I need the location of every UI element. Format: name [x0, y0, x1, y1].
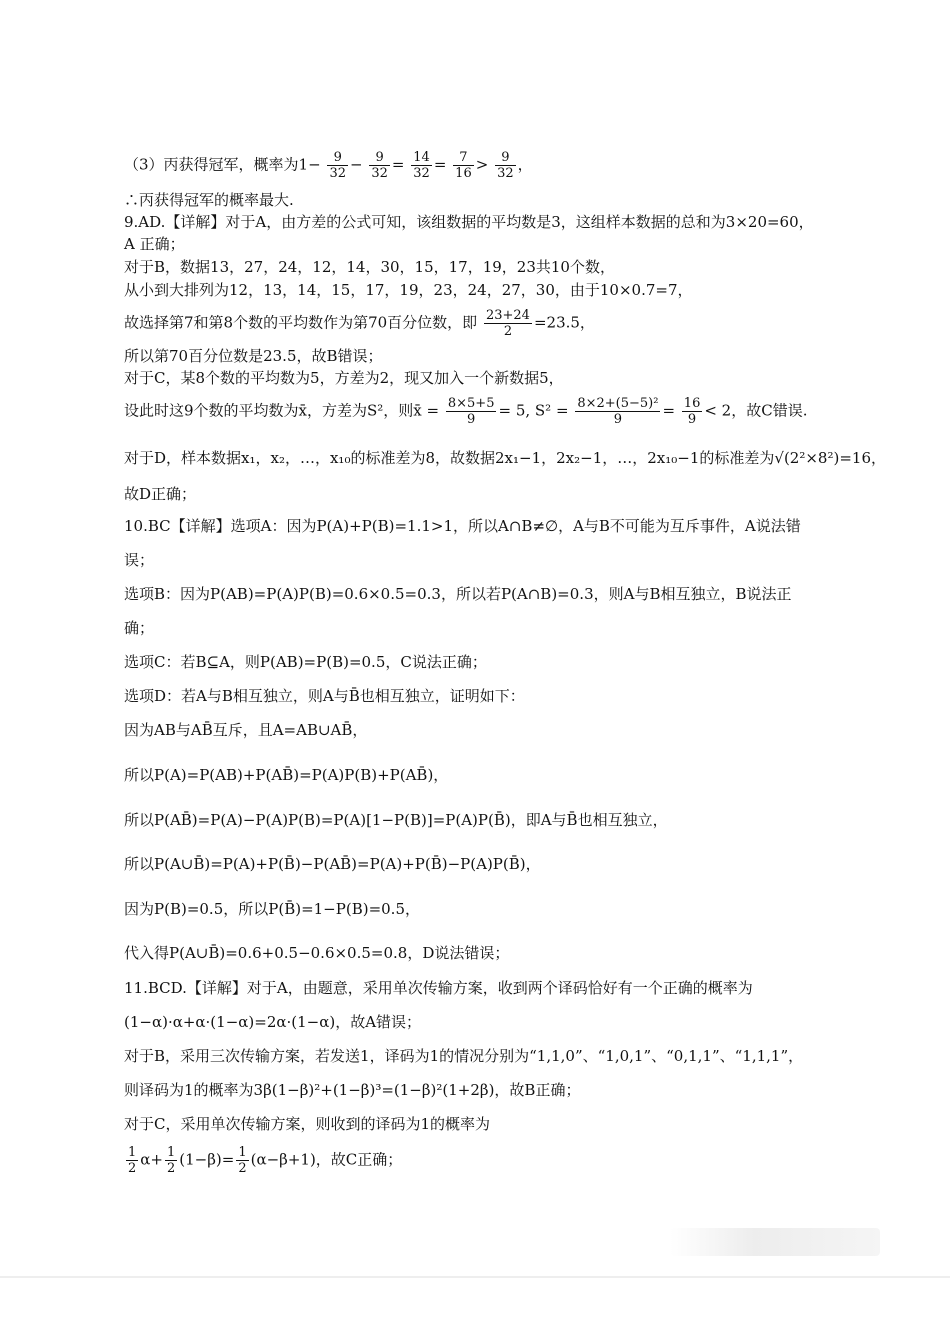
text-line: 则译码为1的概率为3β(1−β)²+(1−β)³=(1−β)²(1+2β)，故B正确；: [124, 1081, 581, 1099]
fraction: $\frac{9}{32}$: [497, 150, 514, 181]
text-line: 对于D，样本数据x₁，x₂，…，x₁₀的标准差为8，故数据2x₁−1，2x₂−1，…，2x₁₀−1的标准差为√(2²×8²)=16，: [124, 449, 887, 467]
text-segment: =: [662, 401, 676, 420]
fraction: $\frac{7}{16}$: [455, 150, 472, 181]
text-line: (1−α)·α+α·(1−α)=2α·(1−α)，故A错误；: [124, 1013, 422, 1031]
scan-edge-divider: [0, 1276, 950, 1278]
text-line: 9.AD.【详解】对于A，由方差的公式可知，该组数据的平均数是3，这组样本数据的总和为3×20=60，: [124, 213, 814, 231]
line-champion-probability: [124, 150, 890, 181]
text-line: 所以P(A∪B̄)=P(A)+P(B̄)−P(AB̄)=P(A)+P(B̄)−P(A)P(B̄)，: [124, 855, 541, 873]
text-line: 因为P(B)=0.5，所以P(B̄)=1−P(B)=0.5，: [124, 900, 420, 918]
text-line: 选项D：若A与B相互独立，则A与B̄也相互独立，证明如下：: [124, 687, 525, 705]
text-line: 选项B：因为P(AB)=P(A)P(B)=0.6×0.5=0.3，所以若P(A∩B)=0.3，则A与B相互独立，B说法正: [124, 585, 792, 603]
text-line: 所以P(A)=P(AB)+P(AB̄)=P(A)P(B)+P(AB̄)，: [124, 766, 449, 784]
text-line: 对于C，某8个数的平均数为5，方差为2，现又加入一个新数据5，: [124, 369, 564, 387]
text-line: 误；: [124, 551, 155, 569]
text-segment: (α−β+1)，故C正确；: [250, 1150, 403, 1169]
fraction: $\frac{1}{2}$: [238, 1145, 247, 1176]
line-variance: [124, 396, 890, 427]
text-line: 选项C：若B⊆A，则P(AB)=P(B)=0.5，C说法正确；: [124, 653, 487, 671]
fraction: $\frac{16}{9}$: [683, 396, 701, 427]
text-segment: ，: [517, 155, 533, 174]
operator: >: [475, 155, 489, 174]
fraction: $\frac{1}{2}$: [128, 1145, 137, 1176]
text-line: 对于B，数据13，27，24，12，14，30，15，17，19，23共10个数，: [124, 258, 615, 276]
text-segment: 设此时这9个数的平均数为x̄，方差为S²，则x̄ =: [124, 401, 440, 420]
fraction: $\frac{1}{2}$: [166, 1145, 176, 1176]
fraction: $\frac{9}{32}$: [371, 150, 388, 181]
text-line: 10.BC【详解】选项A：因为P(A)+P(B)=1.1>1，所以A∩B≠∅，A与B不可能为互斥事件，A说法错: [124, 517, 801, 535]
watermark-smudge: [670, 1228, 880, 1256]
text-line: 对于C，采用单次传输方案，则收到的译码为1的概率为: [124, 1115, 491, 1133]
text-segment: （3）丙获得冠军，概率为1−: [124, 155, 321, 174]
fraction: $\frac{8\times 5+5}{9}$: [447, 396, 495, 427]
text-line: 从小到大排列为12，13，14，15，17，19，23，24，27，30，由于10×0.7=7，: [124, 281, 693, 299]
operator: =: [433, 155, 447, 174]
text-segment: 故选择第7和第8个数的平均数作为第70百分位数，即: [124, 313, 478, 332]
fraction: $\frac{\text{8×2+(5−5)²}}{9}$: [577, 396, 659, 427]
text-line: 因为AB与AB̄互斥，且A=AB∪AB̄，: [124, 721, 368, 739]
text-segment: =23.5，: [533, 313, 595, 332]
text-segment: α+: [140, 1150, 163, 1169]
text-line: 所以P(AB̄)=P(A)−P(A)P(B)=P(A)[1−P(B)]=P(A)P(B̄)，即A与B̄也相互独立，: [124, 811, 668, 829]
line-single-transmission: [124, 1145, 890, 1176]
operator: −: [350, 155, 363, 174]
text-line: 故D正确；: [124, 485, 197, 503]
fraction: $\frac{23+24}{2}$: [485, 308, 530, 339]
text-segment: = 5, S² =: [498, 401, 569, 420]
text-line: ∴丙获得冠军的概率最大.: [124, 191, 294, 209]
text-segment: < 2，故C错误.: [704, 401, 808, 420]
line-percentile: [124, 308, 890, 339]
text-line: 对于B，采用三次传输方案，若发送1，译码为1的情况分别为“1,1,0”、“1,0,1”、“0,1,1”、“1,1,1”，: [124, 1047, 804, 1065]
text-line: 11.BCD.【详解】对于A，由题意，采用单次传输方案，收到两个译码恰好有一个正确的概率为: [124, 979, 753, 997]
text-line: 代入得P(A∪B̄)=0.6+0.5−0.6×0.5=0.8，D说法错误；: [124, 944, 510, 962]
fraction: $\frac{14}{32}$: [413, 150, 430, 181]
text-line: A 正确；: [124, 235, 185, 253]
text-segment: (1−β)=: [179, 1150, 235, 1169]
text-line: 所以第70百分位数是23.5，故B错误；: [124, 347, 383, 365]
text-line: 确；: [124, 619, 155, 637]
operator: =: [391, 155, 405, 174]
fraction: $\frac{9}{32}$: [329, 150, 346, 181]
